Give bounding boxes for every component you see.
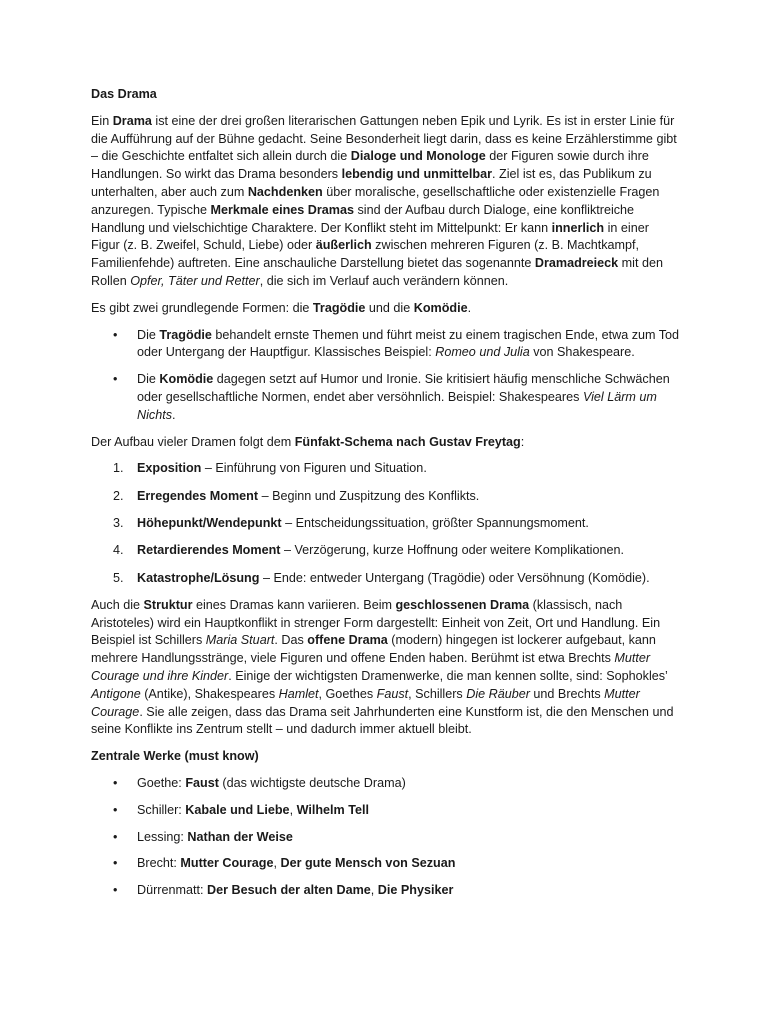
list-item-text: Die Tragödie behandelt ernste Themen und führt meist zu einem tragischen Ende, etwa zum Tod oder Untergang der Hauptfigur. Klassisches Beispiel: Romeo und Julia von Shakespeare. [137,327,680,360]
act-list-item [91,542,681,560]
list-item-text: Die Komödie dagegen setzt auf Humor und Ironie. Sie kritisiert häufig menschliche Schwächen oder gesellschaftliche Normen, endet aber versöhnlich. Beispiel: Shakespeares Viel Lärm um Nichts. [137,372,670,422]
bullet-icon: • [113,776,118,790]
forms-list-item [91,327,681,363]
act-number: 1. [113,461,124,476]
act-list-item [91,515,681,533]
act-number: 4. [113,543,124,558]
works-list-item [91,802,681,820]
works-list-item [91,829,681,847]
list-item-text: Lessing: Nathan der Weise [137,829,293,844]
act-list-item [91,570,681,588]
act-text: Höhepunkt/Wendepunkt – Entscheidungssituation, größter Spannungsmoment. [137,515,589,530]
document-title: Das Drama [91,87,157,101]
act-text: Exposition – Einführung von Figuren und Situation. [137,461,427,476]
act-list-item [91,460,681,478]
bullet-icon: • [113,327,118,342]
works-list-item [91,882,681,900]
forms-list-item [91,371,681,424]
bullet-icon: • [113,856,118,871]
structure-intro-paragraph: Der Aufbau vieler Dramen folgt dem Fünfakt-Schema nach Gustav Freytag: [91,434,525,449]
document-body [91,86,681,909]
forms-intro-paragraph: Es gibt zwei grundlegende Formen: die Tragödie und die Komödie. [91,300,472,315]
forms-list [91,327,681,425]
works-heading: Zentrale Werke (must know) [91,749,259,764]
intro-paragraph: Ein Drama ist eine der drei großen literarischen Gattungen neben Epik und Lyrik. Es ist in erster Linie für die Aufführung auf der Bühne gedacht. Seine Besonderheit liegt darin, dass es keine Erzählerstimme gibt – die Geschichte entfaltet sich allein durch die Dialoge und Monologe der Figuren sowie durch ihre Handlungen. So wirkt das Drama besonders lebendig und unmittelbar. Ziel ist es, das Publikum zu unterhalten, aber auch zum Nachdenken über moralische, gesellschaftliche oder existenzielle Fragen anzuregen. Typische Merkmale eines Dramas sind der Aufbau durch Dialoge, eine konfliktreiche Handlung und vielschichtige Charaktere. Der Konflikt steht im Mittelpunkt: Er kann innerlich in einer Figur (z. B. Zweifel, Schuld, Liebe) oder äußerlich zwischen mehreren Figuren (z. B. Machtkampf, Familienfehde) auftreten. Eine anschauliche Darstellung bietet das sogenannte Dramadreieck mit den Rollen Opfer, Täter und Retter, die sich im Verlauf auch verändern können. [91,113,677,288]
structure-paragraph: Auch die Struktur eines Dramas kann variieren. Beim geschlossenen Drama (klassisch, nach Aristoteles) wird ein Hauptkonflikt in strenger Form dargestellt: Einheit von Zeit, Ort und Handlung. Ein Beispiel ist Schillers Maria Stuart. Das offene Drama (modern) hingegen ist lockerer aufgebaut, kann mehrere Handlungsstränge, viele Figuren und offene Enden haben. Berühmt ist etwa Brechts Mutter Courage und ihre Kinder. Einige der wichtigsten Dramenwerke, die man kennen sollte, sind: Sophokles’ Antigone (Antike), Shakespeares Hamlet, Goethes Faust, Schillers Die Räuber und Brechts Mutter Courage. Sie alle zeigen, dass das Drama seit Jahrhunderten eine Kunstform ist, die den Menschen und seine Konflikte ins Zentrum stellt – und dadurch immer aktuell bleibt. [91,597,674,737]
works-list [91,775,681,900]
bullet-icon: • [113,372,118,387]
act-number: 3. [113,515,124,530]
act-number: 2. [113,488,124,503]
act-text: Katastrophe/Lösung – Ende: entweder Untergang (Tragödie) oder Versöhnung (Komödie). [137,570,650,585]
list-item-text: Schiller: Kabale und Liebe, Wilhelm Tell [137,802,370,817]
list-item-text: Goethe: Faust (das wichtigste deutsche Drama) [137,776,406,790]
list-item-text: Brecht: Mutter Courage, Der gute Mensch von Sezuan [137,856,456,871]
acts-list [91,460,681,587]
works-list-item [91,775,681,793]
bullet-icon: • [113,829,118,844]
bullet-icon: • [113,883,118,898]
act-list-item [91,488,681,506]
list-item-text: Dürrenmatt: Der Besuch der alten Dame, Die Physiker [137,883,454,898]
act-text: Retardierendes Moment – Verzögerung, kurze Hoffnung oder weitere Komplikationen. [137,543,624,558]
act-number: 5. [113,570,124,585]
act-text: Erregendes Moment – Beginn und Zuspitzung des Konflikts. [137,488,480,503]
bullet-icon: • [113,802,118,817]
works-list-item [91,855,681,873]
